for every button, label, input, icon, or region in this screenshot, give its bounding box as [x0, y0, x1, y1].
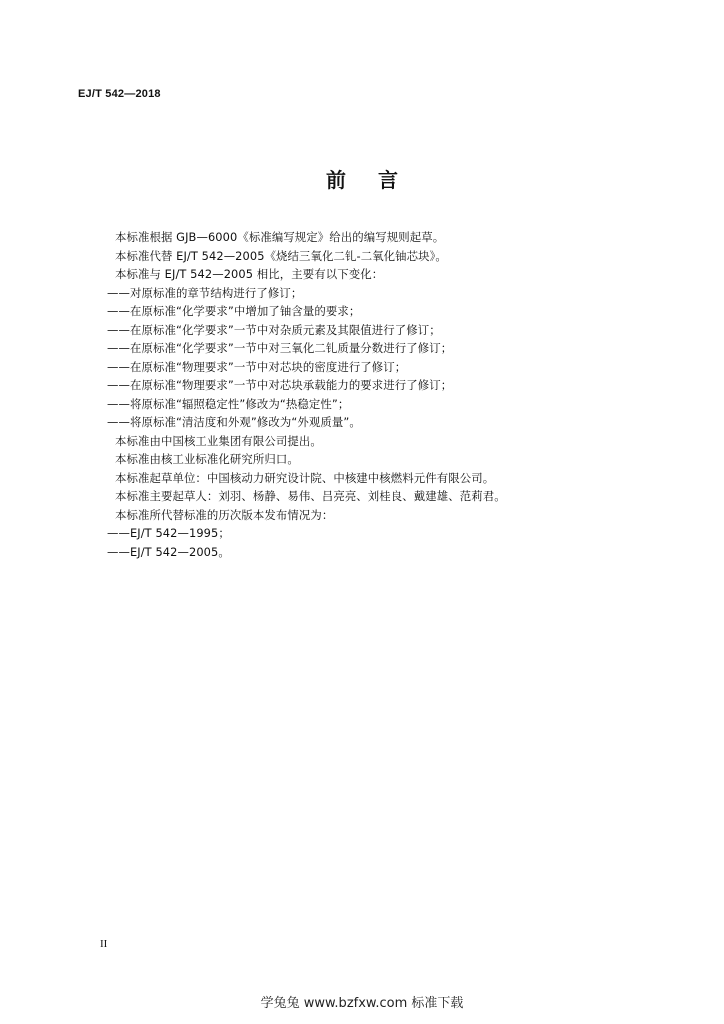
standard-code: EJ/T 542—2018	[78, 88, 161, 100]
paragraph-proposer: 本标准由中国核工业集团有限公司提出。	[115, 433, 322, 448]
footer-watermark: 学兔兔 www.bzfxw.com 标准下载	[260, 996, 464, 1011]
page-title-char-1: 前	[326, 168, 346, 192]
change-item: ——在原标准“物理要求”一节中对芯块的密度进行了修订；	[107, 359, 407, 374]
change-item: ——在原标准“化学要求”一节中对三氧化二钆质量分数进行了修订；	[107, 341, 453, 355]
paragraph-basis: 本标准根据 GJB—6000《标准编写规定》给出的编写规则起草。	[115, 230, 445, 244]
change-item: ——在原标准“化学要求”中增加了铀含量的要求；	[107, 304, 361, 318]
paragraph-changes-intro: 本标准与 EJ/T 542—2005 相比，主要有以下变化：	[115, 267, 384, 281]
page-number: II	[100, 938, 108, 950]
history-item: ——EJ/T 542—2005。	[107, 544, 230, 559]
change-item: ——将原标准“清洁度和外观”修改为“外观质量”。	[107, 415, 361, 429]
change-item: ——在原标准“化学要求”一节中对杂质元素及其限值进行了修订；	[107, 322, 441, 337]
history-item: ——EJ/T 542—1995；	[107, 526, 230, 540]
foreword-body	[107, 228, 655, 561]
page-title	[0, 164, 724, 193]
change-item: ——对原标准的章节结构进行了修订；	[107, 285, 303, 300]
paragraph-drafters: 本标准主要起草人：刘羽、杨静、易伟、吕亮亮、刘桂良、戴建雄、范莉君。	[115, 489, 506, 503]
paragraph-drafting-units: 本标准起草单位：中国核动力研究设计院、中核建中核燃料元件有限公司。	[115, 470, 495, 485]
change-item: ——将原标准“辐照稳定性”修改为“热稳定性”；	[107, 396, 350, 411]
paragraph-administrator: 本标准由核工业标准化研究所归口。	[115, 452, 299, 466]
change-item: ——在原标准“物理要求”一节中对芯块承载能力的要求进行了修订；	[107, 378, 453, 392]
paragraph-history-intro: 本标准所代替标准的历次版本发布情况为：	[115, 507, 334, 522]
page-title-char-2: 言	[378, 168, 398, 192]
paragraph-replaces: 本标准代替 EJ/T 542—2005《烧结三氧化二钆-二氧化铀芯块》。	[115, 248, 447, 263]
